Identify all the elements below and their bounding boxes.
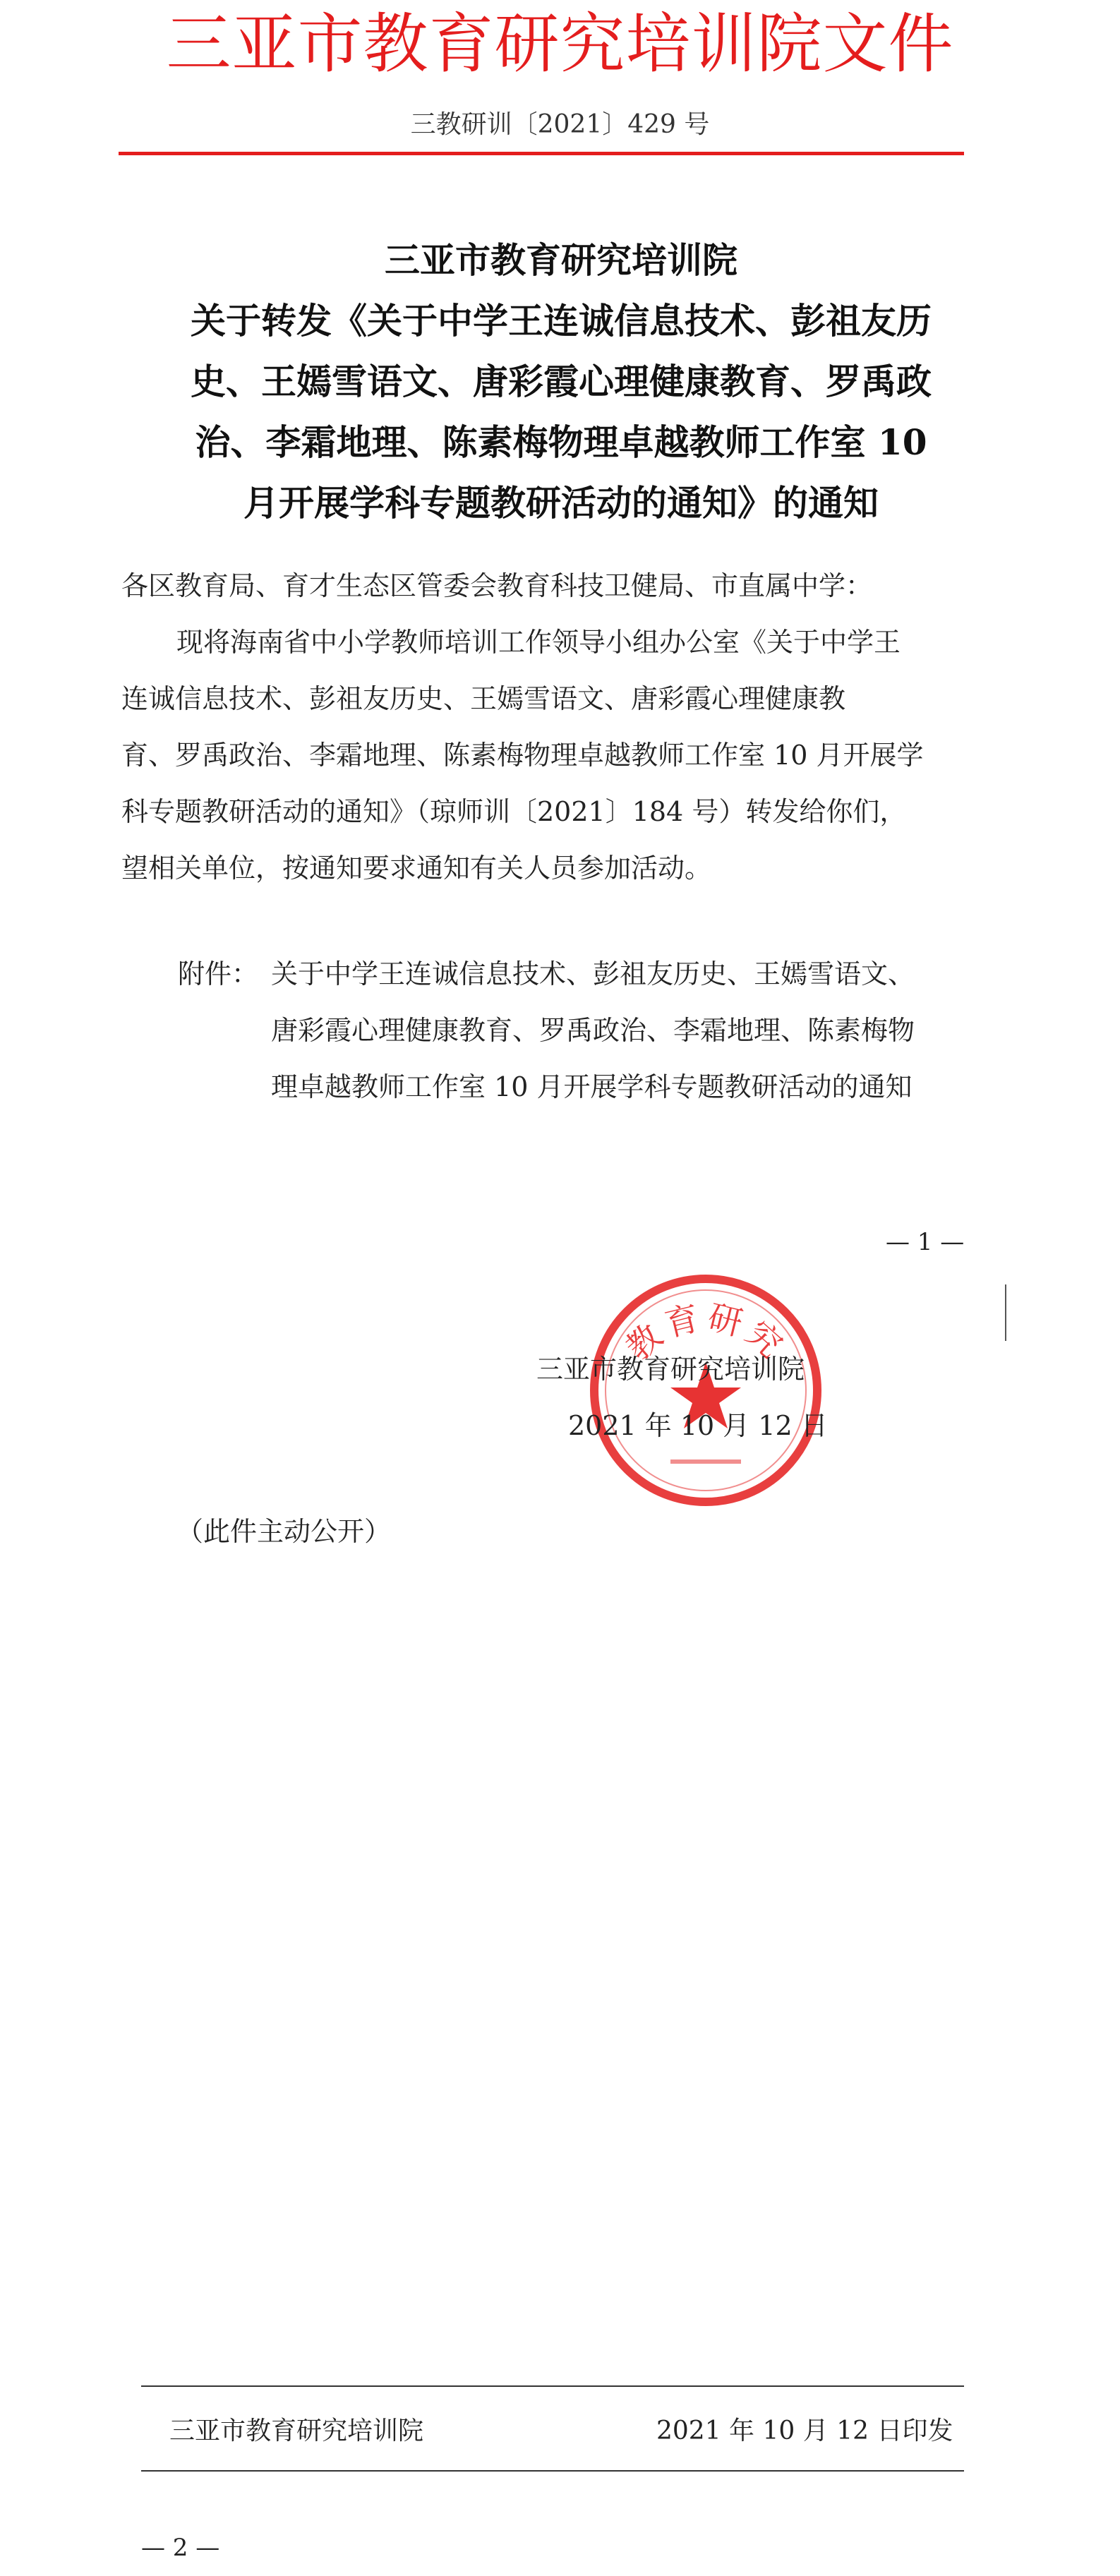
title-line: 史、王嫣雪语文、唐彩霞心理健康教育、罗禹政 — [191, 361, 932, 402]
attachment-line: 理卓越教师工作室 10 月开展学科专题教研活动的通知 — [271, 1071, 913, 1102]
document-header-title: 三亚市教育研究培训院文件 — [166, 6, 954, 82]
page-number-one: — 1 — — [886, 1228, 965, 1256]
title-line: 三亚市教育研究培训院 — [385, 239, 737, 281]
document-title — [120, 230, 1002, 534]
attachment-line: 唐彩霞心理健康教育、罗禹政治、李霜地理、陈素梅物 — [271, 1015, 915, 1046]
page-number-two: — 2 — — [141, 2534, 220, 2562]
body-paragraph-line: 育、罗禹政治、李霜地理、陈素梅物理卓越教师工作室 10 月开展学 — [121, 740, 924, 771]
title-line: 治、李霜地理、陈素梅物理卓越教师工作室 10 — [195, 421, 927, 463]
body-paragraph-line: 科专题教研活动的通知》（琼师训〔2021〕184 号）转发给你们， — [121, 796, 907, 827]
header-red-rule — [119, 152, 964, 155]
body-paragraph-line: 望相关单位，按通知要求通知有关人员参加活动。 — [121, 853, 712, 884]
footer-rule-bottom — [141, 2470, 964, 2472]
signature-org: 三亚市教育研究培训院 — [536, 1354, 805, 1385]
footer-org: 三亚市教育研究培训院 — [169, 2416, 424, 2445]
document-number: 三教研训〔2021〕429 号 — [410, 110, 710, 139]
signature-date: 2021 年 10 月 12 日 — [568, 1410, 828, 1441]
attachment-label: 附件： — [178, 958, 259, 989]
footer-issued-date: 2021 年 10 月 12 日印发 — [656, 2416, 953, 2445]
title-line: 关于转发《关于中学王连诚信息技术、彭祖友历 — [191, 300, 932, 342]
disclosure-note: （此件主动公开） — [176, 1516, 392, 1547]
title-line: 月开展学科专题教研活动的通知》的通知 — [243, 482, 879, 524]
page-edge-mark — [1005, 1284, 1006, 1341]
seal-text: 教育研究 — [618, 1297, 793, 1369]
body-paragraph-line: 连诚信息技术、彭祖友历史、王嫣雪语文、唐彩霞心理健康教 — [121, 683, 846, 714]
body-paragraph-line: 现将海南省中小学教师培训工作领导小组办公室《关于中学王 — [176, 627, 901, 658]
footer-rule-top — [141, 2385, 964, 2387]
attachment-line: 关于中学王连诚信息技术、彭祖友历史、王嫣雪语文、 — [271, 958, 915, 989]
salutation: 各区教育局、育才生态区管委会教育科技卫健局、市直属中学： — [121, 570, 873, 601]
